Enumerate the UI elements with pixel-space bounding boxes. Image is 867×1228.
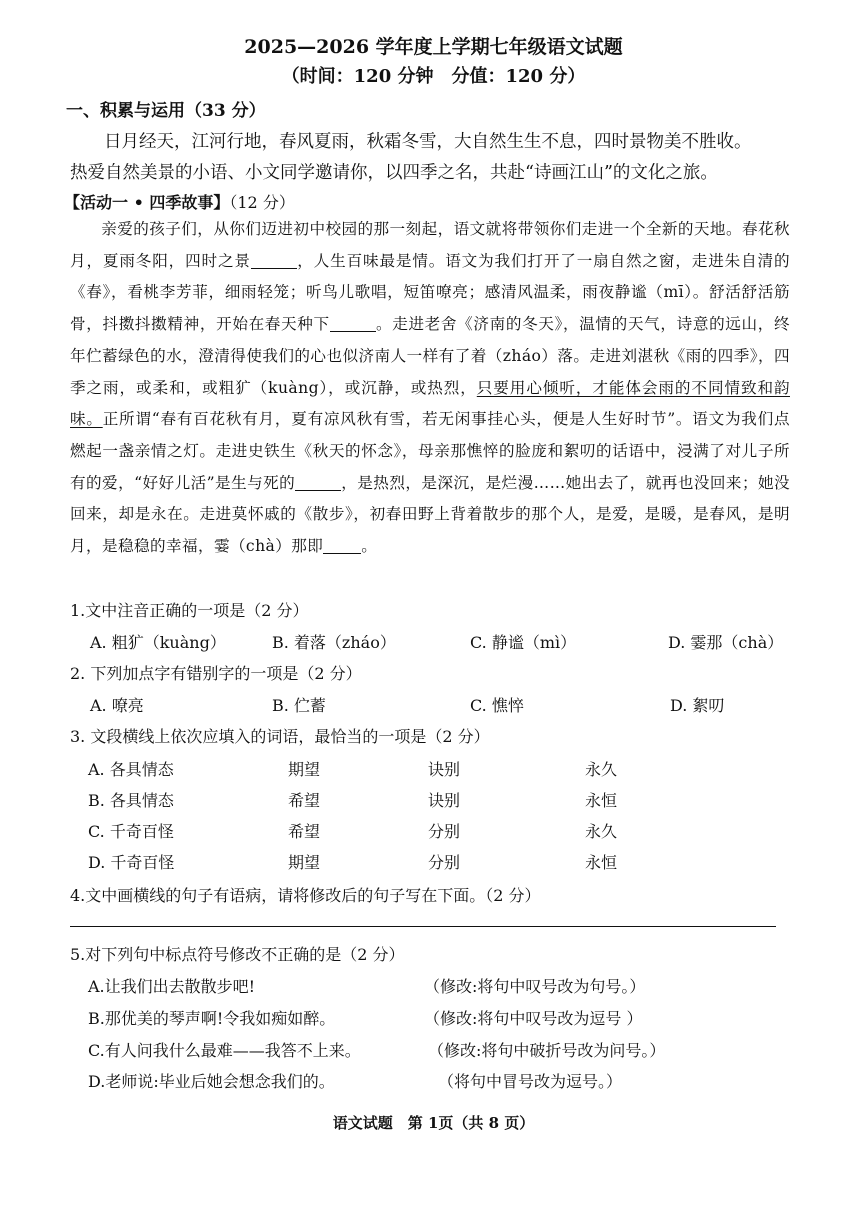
underlined-sentence: 只要用心倾听，才能体会雨的不同情致和韵味。 — [70, 378, 790, 429]
passage-part-3: 。走进老舍《济南的冬天》，温情的天气，诗意的远山，终年伫蓄绿色的水，澄清得使我们的心也似济南人一样有了着（zháo）落。走进刘湛秋《雨的四季》，四季之雨，或柔和，或粗犷（kuàng），或沉静，或热烈， — [70, 315, 790, 397]
question-3-row-a-col-3: 诀别 — [428, 760, 461, 779]
question-5-option-b-fix: （修改:将句中叹号改为逗号 ） — [424, 1009, 643, 1028]
question-2-option-c: C. 憔悴 — [470, 696, 524, 715]
fill-blank-4 — [323, 537, 361, 554]
question-1-option-d: D. 霎那（chà） — [668, 633, 784, 652]
question-1-option-b: B. 着落（zháo） — [272, 633, 396, 652]
question-4-stem: 4.文中画横线的句子有语病，请将修改后的句子写在下面。（2 分） — [70, 886, 541, 905]
question-3-row-b-col-2: 希望 — [288, 791, 321, 810]
question-3-row-d-col-2: 期望 — [288, 853, 321, 872]
activity-heading — [64, 190, 295, 213]
question-3-row-c-col-2: 希望 — [288, 822, 321, 841]
passage-part-4: 正所谓“春有百花秋有月，夏有凉风秋有雪，若无闲事挂心头，便是人生好时节”。语文为我们点燃起一盏亲情之灯。走进史铁生《秋天的怀念》，母亲那憔悴的脸庞和絮叨的话语中，浸满了对儿子所有的爱，“好好儿活”是生与死的 — [70, 410, 790, 492]
question-5-option-a-fix: （修改:将句中叹号改为句号。） — [424, 977, 646, 996]
question-5-option-d-fix: （将句中冒号改为逗号。） — [438, 1072, 623, 1091]
answer-line[interactable] — [70, 926, 776, 927]
question-3-row-d-col-4: 永恒 — [585, 853, 618, 872]
passage-part-5: ，是热烈，是深沉，是烂漫……她出去了，就再也没回来；她没回来，却是永在。走进莫怀戚的《散步》，初春田野上背着散步的那个人，是爱，是暖，是春风，是明月，是稳稳的幸福，霎（chà）那即 — [70, 473, 790, 556]
intro-line-2: 热爱自然美景的小语、小文同学邀请你，以四季之名，共赴“诗画江山”的文化之旅。 — [70, 163, 718, 183]
page-footer: 语文试题 第 1页（共 8 页） — [332, 1114, 535, 1132]
question-3-stem: 3. 文段横线上依次应填入的词语，最恰当的一项是（2 分） — [70, 727, 490, 746]
question-5-option-d: D.老师说:毕业后她会想念我们的。 — [88, 1072, 335, 1091]
question-3-row-d-col-1: D. 千奇百怪 — [88, 853, 175, 872]
question-1-option-a: A. 粗犷（kuàng） — [90, 633, 226, 652]
activity-title: 【活动一 • 四季故事】 — [64, 193, 230, 212]
question-3-row-c-col-4: 永久 — [585, 822, 618, 841]
section-heading: 一、积累与运用（33 分） — [66, 101, 266, 121]
question-5-stem: 5.对下列句中标点符号修改不正确的是（2 分） — [70, 945, 405, 964]
question-3-row-b-col-4: 永恒 — [585, 791, 618, 810]
question-3-row-b-col-3: 诀别 — [428, 791, 461, 810]
passage-part-6: 。 — [361, 537, 378, 556]
fill-blank-2 — [330, 316, 376, 333]
question-3-row-b-col-1: B. 各具情态 — [88, 791, 174, 810]
question-2-option-d: D. 絮叨 — [670, 696, 725, 715]
question-3-row-d-col-3: 分别 — [428, 853, 461, 872]
activity-points: （12 分） — [229, 193, 295, 212]
fill-blank-1 — [251, 252, 297, 269]
question-5-option-b: B.那优美的琴声啊!令我如痴如醉。 — [88, 1009, 336, 1028]
question-5-option-c-fix: （修改:将句中破折号改为问号。） — [428, 1041, 666, 1060]
reading-passage — [70, 214, 790, 563]
intro-line-1: 日月经天，江河行地，春风夏雨，秋霜冬雪，大自然生生不息，四时景物美不胜收。 — [104, 132, 752, 152]
exam-title: 2025—2026 学年度上学期七年级语文试题 — [244, 36, 623, 58]
question-5-option-a: A.让我们出去散散步吧! — [88, 977, 256, 996]
question-3-row-a-col-2: 期望 — [288, 760, 321, 779]
exam-subtitle: （时间：120 分钟 分值：120 分） — [281, 66, 586, 87]
question-2-option-b: B. 伫蓄 — [272, 696, 326, 715]
question-3-row-a-col-4: 永久 — [585, 760, 618, 779]
question-3-row-a-col-1: A. 各具情态 — [88, 760, 174, 779]
passage-part-2: ，人生百味最是情。语文为我们打开了一扇自然之窗，走进朱自清的《春》，看桃李芳菲，细雨轻笼；听鸟儿歌唱，短笛嘹亮；感清风温柔，雨夜静谧（mī）。舒活舒活筋骨，抖擞抖擞精神，开始在春天种下 — [70, 251, 790, 334]
question-1-option-c: C. 静谧（mì） — [470, 633, 577, 652]
question-1-stem: 1.文中注音正确的一项是（2 分） — [70, 601, 309, 620]
question-3-row-c-col-1: C. 千奇百怪 — [88, 822, 174, 841]
question-2-stem: 2. 下列加点字有错别字的一项是（2 分） — [70, 664, 362, 683]
fill-blank-3 — [295, 474, 341, 491]
question-5-option-c: C.有人问我什么最难——我答不上来。 — [88, 1041, 361, 1060]
question-3-row-c-col-3: 分别 — [428, 822, 461, 841]
question-2-option-a: A. 嘹亮 — [90, 696, 144, 715]
passage-part-1: 亲爱的孩子们，从你们迈进初中校园的那一刻起，语文就将带领你们走进一个全新的天地。春花秋月，夏雨冬阳，四时之景 — [70, 220, 790, 270]
